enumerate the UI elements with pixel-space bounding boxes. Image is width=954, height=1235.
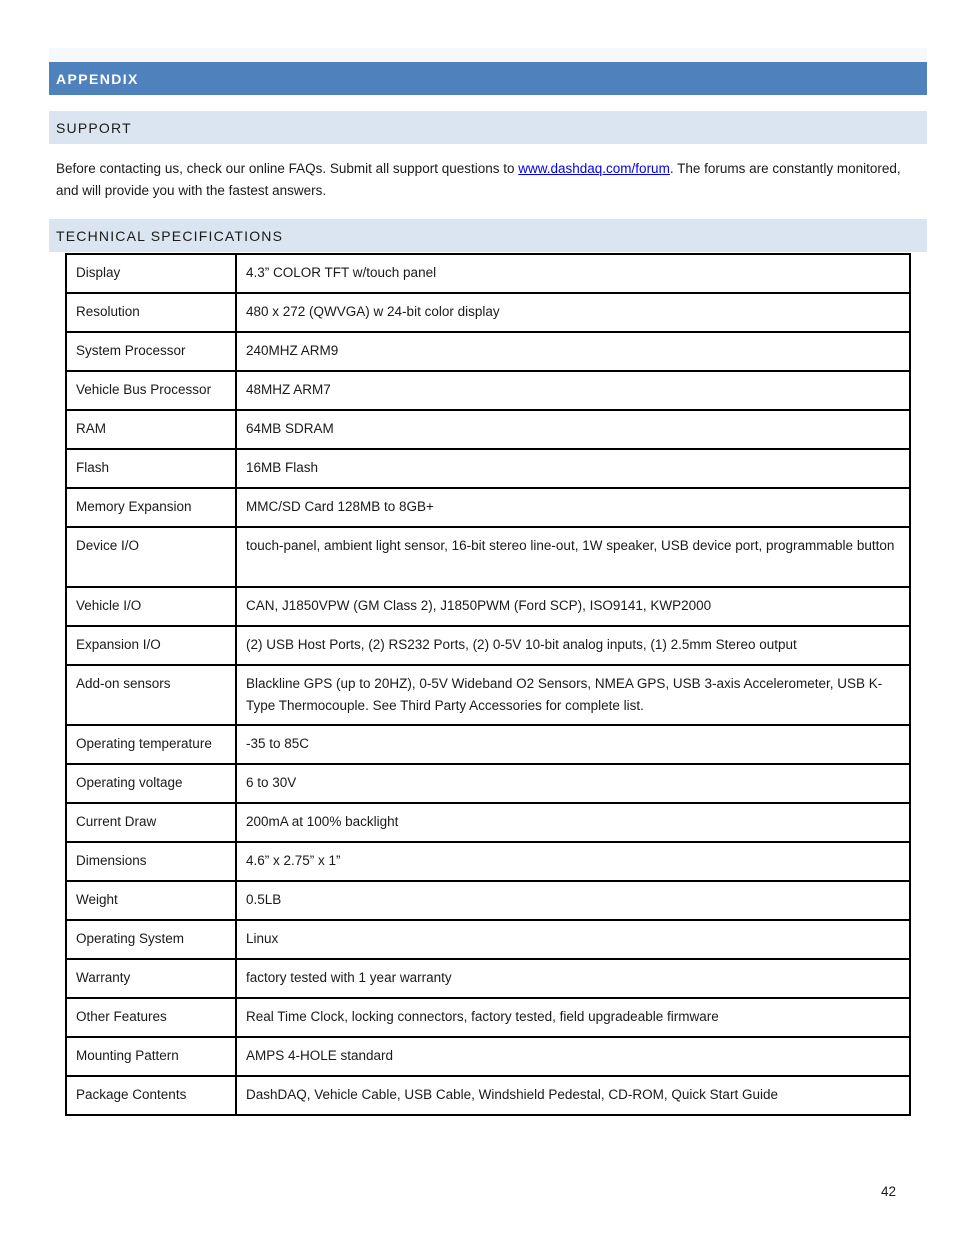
table-row [66,293,910,332]
table-row [66,998,910,1037]
spec-value: touch-panel, ambient light sensor, 16-bit stereo line-out, 1W speaker, USB device port, programmable button [236,527,910,587]
table-row [66,803,910,842]
table-row [66,881,910,920]
spec-value: 4.3” COLOR TFT w/touch panel [236,254,910,293]
spec-label: Add-on sensors [66,665,236,725]
header-spacer [49,48,927,62]
spec-label: RAM [66,410,236,449]
spec-value: 4.6” x 2.75” x 1” [236,842,910,881]
forum-link[interactable]: www.dashdaq.com/forum [518,161,670,176]
spec-value: Real Time Clock, locking connectors, factory tested, field upgradeable firmware [236,998,910,1037]
table-row [66,1037,910,1076]
support-heading [49,111,927,144]
table-row [66,626,910,665]
table-row [66,920,910,959]
spec-label: Operating System [66,920,236,959]
spec-value: 480 x 272 (QWVGA) w 24-bit color display [236,293,910,332]
table-row [66,332,910,371]
table-row [66,410,910,449]
page-number: 42 [880,1184,896,1199]
spec-value: 64MB SDRAM [236,410,910,449]
spec-value: 200mA at 100% backlight [236,803,910,842]
spec-label: Vehicle I/O [66,587,236,626]
spec-value: CAN, J1850VPW (GM Class 2), J1850PWM (Ford SCP), ISO9141, KWP2000 [236,587,910,626]
table-row [66,587,910,626]
spec-label: Current Draw [66,803,236,842]
spec-label: Weight [66,881,236,920]
spec-value: 240MHZ ARM9 [236,332,910,371]
spec-label: Operating temperature [66,725,236,764]
spec-value: Blackline GPS (up to 20HZ), 0-5V Wideband O2 Sensors, NMEA GPS, USB 3-axis Accelerometer, USB K-Type Thermocouple. See Third Party Accessories for complete list. [236,665,910,725]
table-row [66,764,910,803]
appendix-title: APPENDIX [56,70,139,87]
spec-label: Dimensions [66,842,236,881]
support-text-before: Before contacting us, check our online FAQs. Submit all support questions to [56,161,519,176]
support-title: SUPPORT [56,119,132,136]
support-text-after: . The forums are constantly monitored, and will provide you with the fastest answers. [56,161,901,198]
spec-value: DashDAQ, Vehicle Cable, USB Cable, Windshield Pedestal, CD-ROM, Quick Start Guide [236,1076,910,1115]
spec-value: 16MB Flash [236,449,910,488]
spec-label: Device I/O [66,527,236,587]
spec-label: Mounting Pattern [66,1037,236,1076]
tech-specs-heading [49,219,927,252]
spec-label: Display [66,254,236,293]
spec-label: Vehicle Bus Processor [66,371,236,410]
tech-specs-title: TECHNICAL SPECIFICATIONS [56,227,284,244]
spec-label: System Processor [66,332,236,371]
spec-label: Package Contents [66,1076,236,1115]
support-paragraph [56,158,906,202]
table-row [66,254,910,293]
spec-label: Warranty [66,959,236,998]
tech-specs-table [65,253,911,1116]
spec-label: Operating voltage [66,764,236,803]
spec-value: -35 to 85C [236,725,910,764]
appendix-heading [49,62,927,95]
spec-label: Other Features [66,998,236,1037]
spec-value: Linux [236,920,910,959]
spec-label: Flash [66,449,236,488]
spec-value: 0.5LB [236,881,910,920]
spec-value: (2) USB Host Ports, (2) RS232 Ports, (2) 0-5V 10-bit analog inputs, (1) 2.5mm Stereo output [236,626,910,665]
table-row [66,371,910,410]
table-row [66,725,910,764]
spec-value: 48MHZ ARM7 [236,371,910,410]
table-row [66,1076,910,1115]
table-row [66,842,910,881]
spec-label: Memory Expansion [66,488,236,527]
table-row [66,959,910,998]
spec-label: Expansion I/O [66,626,236,665]
spec-value: AMPS 4-HOLE standard [236,1037,910,1076]
spec-value: 6 to 30V [236,764,910,803]
spec-value: factory tested with 1 year warranty [236,959,910,998]
table-row [66,527,910,587]
table-row [66,449,910,488]
table-row [66,488,910,527]
spec-value: MMC/SD Card 128MB to 8GB+ [236,488,910,527]
table-row [66,665,910,725]
spec-label: Resolution [66,293,236,332]
